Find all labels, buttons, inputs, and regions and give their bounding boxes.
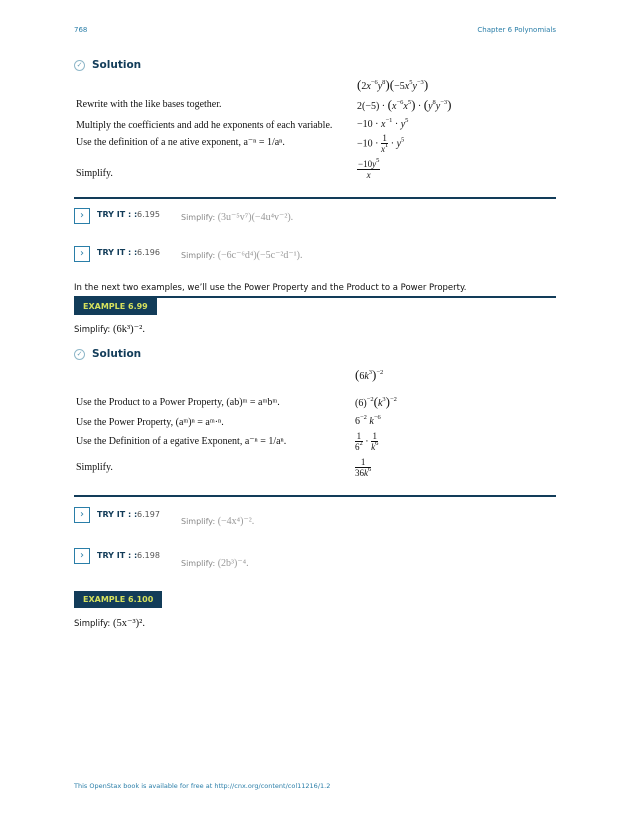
solution1-step2-text: Multiply the coefficients and add he exponents of each variable. bbox=[76, 120, 333, 131]
solution1-step2-math: $-10 \cdot x^{-1} \cdot y^5$ bbox=[357, 117, 409, 130]
try-it-math: (3u⁻⁵v⁷)(−4u⁴v⁻²). bbox=[217, 212, 294, 223]
try-it-label: TRY IT : : bbox=[97, 210, 138, 219]
try-it-expression bbox=[181, 250, 302, 261]
example-math: (5x⁻³)². bbox=[112, 618, 145, 629]
solution2-step1-math: $(6)^{-2}(k^3)^{-2}$ bbox=[355, 394, 397, 409]
try-it-prefix: Simplify: bbox=[181, 251, 216, 260]
section-divider bbox=[74, 495, 556, 497]
try-it-math: (−6c⁻⁶d⁴)(−5c⁻²d⁻¹). bbox=[217, 250, 303, 261]
try-it-label: TRY IT : : bbox=[97, 248, 138, 257]
chapter-title: Chapter 6 Polynomials bbox=[477, 26, 556, 34]
try-it-expand-icon[interactable]: › bbox=[74, 208, 90, 224]
example-badge: EXAMPLE 6.99 bbox=[74, 298, 157, 315]
solution2-step3-text: Use the Definition of a egative Exponent, a⁻ⁿ = 1/aⁿ. bbox=[76, 436, 287, 447]
try-it-number: 6.196 bbox=[137, 248, 160, 257]
solution-title: Solution bbox=[92, 59, 142, 71]
check-circle-icon: ✓ bbox=[74, 60, 85, 71]
try-it-expression bbox=[181, 558, 249, 569]
try-it-prefix: Simplify: bbox=[181, 517, 216, 526]
solution2-step4-math: $\frac{1}{36k^6}$ bbox=[355, 457, 372, 478]
example-math: (6k³)⁻². bbox=[112, 324, 145, 335]
section-divider bbox=[74, 606, 154, 608]
solution2-start-expression: $(6k^3)^{-2}$ bbox=[355, 367, 384, 382]
solution2-step4-text: Simplify. bbox=[76, 462, 113, 473]
example-problem bbox=[74, 617, 145, 629]
try-it-number: 6.195 bbox=[137, 210, 160, 219]
solution1-step3-math: −10 · $\frac{1}{x^1}$ · $y^5$ bbox=[357, 133, 405, 154]
solution-title: Solution bbox=[92, 348, 142, 360]
example-badge: EXAMPLE 6.100 bbox=[74, 591, 162, 608]
try-it-label: TRY IT : : bbox=[97, 551, 138, 560]
try-it-expand-icon[interactable]: › bbox=[74, 548, 90, 564]
try-it-prefix: Simplify: bbox=[181, 213, 216, 222]
solution2-step2-text: Use the Power Property, (aᵐ)ⁿ = aᵐ·ⁿ. bbox=[76, 417, 224, 428]
solution1-start-expression: $(2x^{-6}y^8)(-5x^5y^{-3})$ bbox=[357, 77, 429, 92]
intro-paragraph: In the next two examples, we’ll use the Power Property and the Product to a Power Property. bbox=[74, 283, 467, 293]
try-it-math: (−4x⁴)⁻². bbox=[217, 516, 255, 527]
footer-note: This OpenStax book is available for free at http://cnx.org/content/col11216/1.2 bbox=[74, 782, 331, 790]
solution1-step1-math: $2(-5) \cdot (x^{-6}x^5) \cdot (y^8y^{-3})$ bbox=[357, 97, 452, 112]
try-it-expand-icon[interactable]: › bbox=[74, 507, 90, 523]
try-it-expand-icon[interactable]: › bbox=[74, 246, 90, 262]
example-prefix: Simplify: bbox=[74, 325, 111, 335]
example-prefix: Simplify: bbox=[74, 619, 111, 629]
solution1-step4-text: Simplify. bbox=[76, 168, 113, 179]
try-it-number: 6.198 bbox=[137, 551, 160, 560]
section-divider bbox=[74, 197, 556, 199]
try-it-expression bbox=[181, 212, 293, 223]
try-it-math: (2b³)⁻⁴. bbox=[217, 558, 249, 569]
example-problem bbox=[74, 323, 145, 335]
solution1-step1-text: Rewrite with the like bases together. bbox=[76, 99, 222, 110]
try-it-number: 6.197 bbox=[137, 510, 160, 519]
check-circle-icon: ✓ bbox=[74, 349, 85, 360]
try-it-label: TRY IT : : bbox=[97, 510, 138, 519]
solution2-step2-math: $6^{-2}$ $k^{-6}$ bbox=[355, 414, 381, 427]
solution1-step4-math: $\frac{-10y^5}{x}$ bbox=[358, 157, 380, 180]
page-number: 768 bbox=[74, 26, 88, 34]
solution1-step3-text: Use the definition of a ne ative exponent, a⁻ⁿ = 1/aⁿ. bbox=[76, 137, 285, 148]
try-it-expression bbox=[181, 516, 254, 527]
try-it-prefix: Simplify: bbox=[181, 559, 216, 568]
solution2-step1-text: Use the Product to a Power Property, (ab)ᵐ = aᵐbᵐ. bbox=[76, 397, 280, 408]
solution2-step3-math: $\frac{1}{6^2}$ · $\frac{1}{k^6}$ bbox=[355, 431, 379, 452]
